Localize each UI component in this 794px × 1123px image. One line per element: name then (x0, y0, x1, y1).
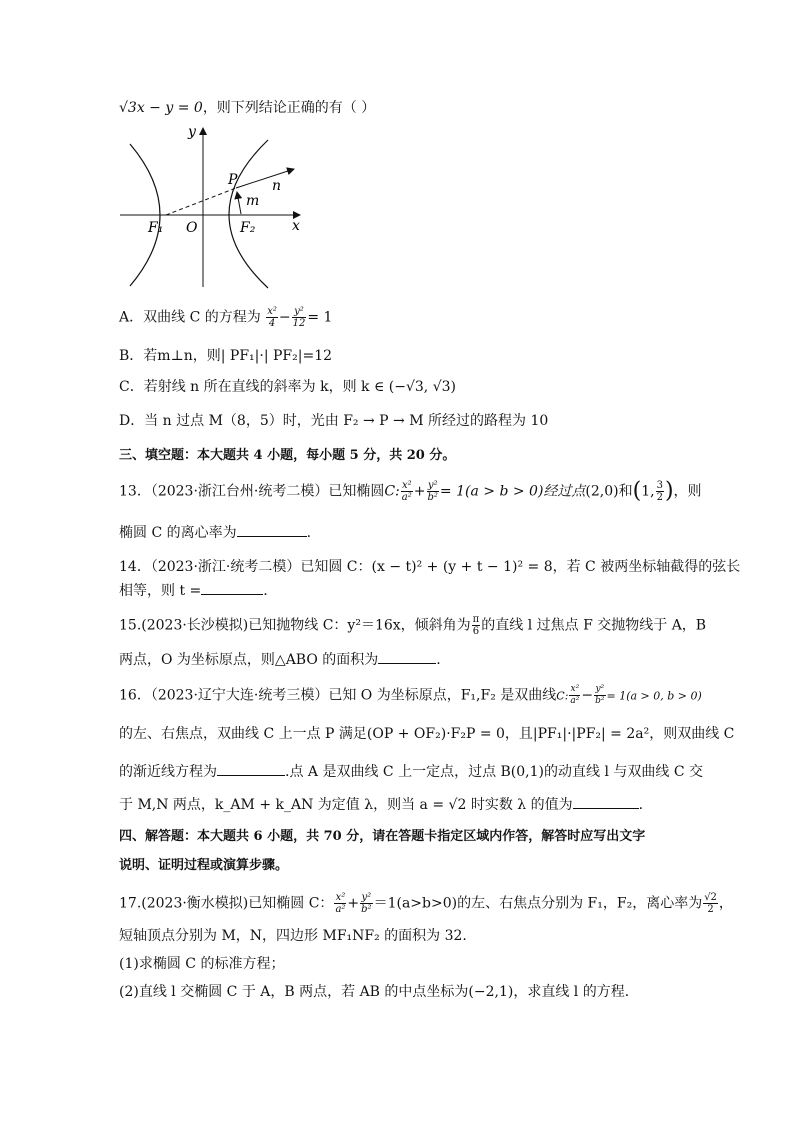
q16-line3-text: 的渐近线方程为 (119, 764, 217, 780)
ray-n (236, 169, 294, 188)
option-a-text: 双曲线 C 的方程为 (143, 309, 261, 326)
label-n: n (272, 178, 282, 194)
q16-frac1: $\frac{\text{x²}}{\text{a²}}$ (570, 684, 580, 706)
q17-pre: 17.(2023·衡水模拟)已知椭圆 C： (119, 895, 334, 912)
option-b (119, 346, 332, 366)
q14-line2: 相等，则 t = . (119, 580, 268, 601)
label-x: x (292, 218, 300, 234)
q15-line2: 两点，O 为坐标原点，则△ABO 的面积为 . (119, 649, 441, 670)
label-p: P (228, 172, 238, 188)
q17-line2: 短轴顶点分别为 M，N，四边形 MF₁NF₂ 的面积为 32. (119, 928, 467, 944)
q13-frac2: $\frac{\text{y²}}{\text{b²}}$ (427, 480, 438, 503)
label-f1: F₁ (148, 220, 164, 236)
q16-line1: 16．（2023·辽宁大连·统考三模）已知 O 为坐标原点，F₁,F₂ 是双曲线C: $\frac{\text{x²}}{\text{a²}}$ − $\frac{\text{y²}}{\text{b²}}$ = 1(a > 0, b > 0) (119, 684, 702, 706)
q13-c: C: (384, 483, 400, 500)
section-4-line2: 说明、证明过程或演算步骤。 (119, 858, 289, 873)
q14-line1: 14．（2023·浙江·统考二模）已知圆 C：(x − t)² + (y + t − 1)² = 8，若 C 被两坐标轴截得的弦长 (119, 559, 741, 575)
hyperbola-figure (118, 122, 318, 290)
q17-mid: ＝1(a>b>0)的左、右焦点分别为 F₁，F₂，离心率为 (373, 895, 703, 912)
q13-tail: ，则 (673, 483, 702, 500)
q17-frac3: $\frac{√2}{2}$ (704, 892, 717, 915)
right-branch (229, 140, 268, 288)
q16-line3 (119, 761, 703, 782)
q16-line2: 的左、右焦点，双曲线 C 上一点 P 满足(OP + OF₂)·F₂P = 0，且|PF₁|·|PF₂| = 2a²，则双曲线 C (119, 726, 735, 742)
q16-line4-text: 于 M,N 两点，k_AM + k_AN 为定值 λ，则当 a = √2 时实数 λ 的值为 (119, 797, 573, 813)
option-a-post: = 1 (307, 309, 333, 326)
q15-line1 (119, 614, 706, 637)
q13-line1: 13．（2023·浙江台州·统考二模）已知椭圆C: $\frac{\text{x²}}{\text{a²}}$ + $\frac{\text{y²}}{\text{b²}}$ = 1(a > b > 0)经过点(2,0)和(1, $\frac{3}{2}$ )，则 (119, 478, 702, 504)
q17-part1: (1)求椭圆 C 的标准方程； (119, 956, 285, 972)
option-d-text: 当 n 过点 M（8，5）时，光由 F₂ → P → M 所经过的路程为 10 (144, 413, 549, 429)
ray-m (237, 192, 241, 214)
q13-line2-text: 椭圆 C 的离心率为 (119, 525, 237, 541)
option-a (119, 306, 332, 329)
q17-part2: (2)直线 l 交椭圆 C 于 A，B 两点，若 AB 的中点坐标为(−2,1)，求直线 l 的方程． (119, 984, 639, 1000)
label-m: m (246, 193, 260, 209)
q16-intro: 16．（2023·辽宁大连·统考三模）已知 O 为坐标原点，F₁,F₂ 是双曲线 (119, 687, 557, 704)
q17-line1: 17.(2023·衡水模拟)已知椭圆 C： $\frac{\text{x²}}{\text{a²}}$ + $\frac{\text{y²}}{\text{b²}}$ ＝1(a>b>0)的左、右焦点分别为 F₁，F₂，离心率为 $\frac{√2}{2}$ ， (119, 892, 733, 915)
option-a-minus: − (278, 309, 291, 326)
option-d-label: D． (119, 413, 145, 429)
intro-line (119, 98, 375, 118)
q15-frac: $\frac{\pi}{6}$ (472, 614, 480, 637)
q16-blank1[interactable] (217, 761, 285, 776)
q15-pre: 15.(2023·长沙模拟)已知抛物线 C：y²＝16x，倾斜角为 (119, 617, 471, 634)
option-b-label: B． (119, 348, 144, 364)
option-d (119, 411, 548, 431)
q15-blank[interactable] (378, 649, 436, 664)
option-a-label: A． (119, 309, 144, 326)
q16-line3b: .点 A 是双曲线 C 上一定点，过点 B(0,1)的动直线 l 与双曲线 C 交 (285, 764, 703, 780)
label-o: O (186, 220, 198, 236)
q13-frac1: $\frac{\text{x²}}{\text{a²}}$ (401, 480, 412, 503)
q13-and: 和 (618, 483, 633, 500)
intro-text: ，则下列结论正确的有（ ） (202, 100, 376, 116)
section-3-title: 三、填空题：本大题共 4 小题，每小题 5 分，共 20 分。 (119, 448, 456, 463)
option-c-text: 若射线 n 所在直线的斜率为 k，则 k ∈ (143, 379, 385, 395)
q14-line2-text: 相等，则 t = (119, 583, 202, 599)
label-y: y (188, 124, 196, 140)
section-4-line1: 四、解答题：本大题共 6 小题，共 70 分，请在答题卡指定区域内作答，解答时应写出文字 (119, 829, 646, 844)
intro-math: √3x − y = 0 (119, 100, 203, 116)
q17-frac2: $\frac{\text{y²}}{\text{b²}}$ (361, 892, 372, 915)
q16-blank2[interactable] (573, 794, 639, 809)
q13-frac3: $\frac{3}{2}$ (656, 480, 663, 503)
q13-line2: 椭圆 C 的离心率为 . (119, 522, 311, 543)
q16-frac2: $\frac{\text{y²}}{\text{b²}}$ (595, 684, 605, 706)
q13-intro: 13．（2023·浙江台州·统考二模）已知椭圆 (119, 483, 385, 500)
q15-line2-text: 两点，O 为坐标原点，则△ABO 的面积为 (119, 652, 379, 668)
q13-blank[interactable] (237, 522, 307, 537)
q15-post: 的直线 l 过焦点 F 交抛物线于 A，B (481, 617, 707, 634)
q16-cond: = 1(a > 0, b > 0) (606, 689, 702, 703)
q16-c: C: (556, 689, 569, 703)
q16-line4: 于 M,N 两点，k_AM + k_AN 为定值 λ，则当 a = √2 时实数 λ 的值为 . (119, 794, 643, 815)
q17-frac1: $\frac{\text{x²}}{\text{a²}}$ (335, 892, 346, 915)
dashed-f1p (166, 188, 236, 215)
option-c-label: C． (119, 379, 144, 395)
option-a-frac2: $\frac{\text{y²}}{12}$ (292, 306, 306, 329)
q14-blank[interactable] (201, 580, 263, 595)
option-b-text: 若m⊥n，则| PF₁|·| PF₂|=12 (143, 348, 333, 364)
option-a-frac1: $\frac{\text{x²}}{4}$ (267, 306, 277, 329)
q13-point1: (2,0) (585, 483, 619, 500)
q13-cond: = 1(a > b > 0)经过点 (439, 483, 586, 500)
q13-point2: 1, (641, 483, 655, 500)
option-c-interval: (−√3, √3) (388, 379, 456, 395)
option-c (119, 377, 456, 397)
label-f2: F₂ (240, 220, 256, 236)
